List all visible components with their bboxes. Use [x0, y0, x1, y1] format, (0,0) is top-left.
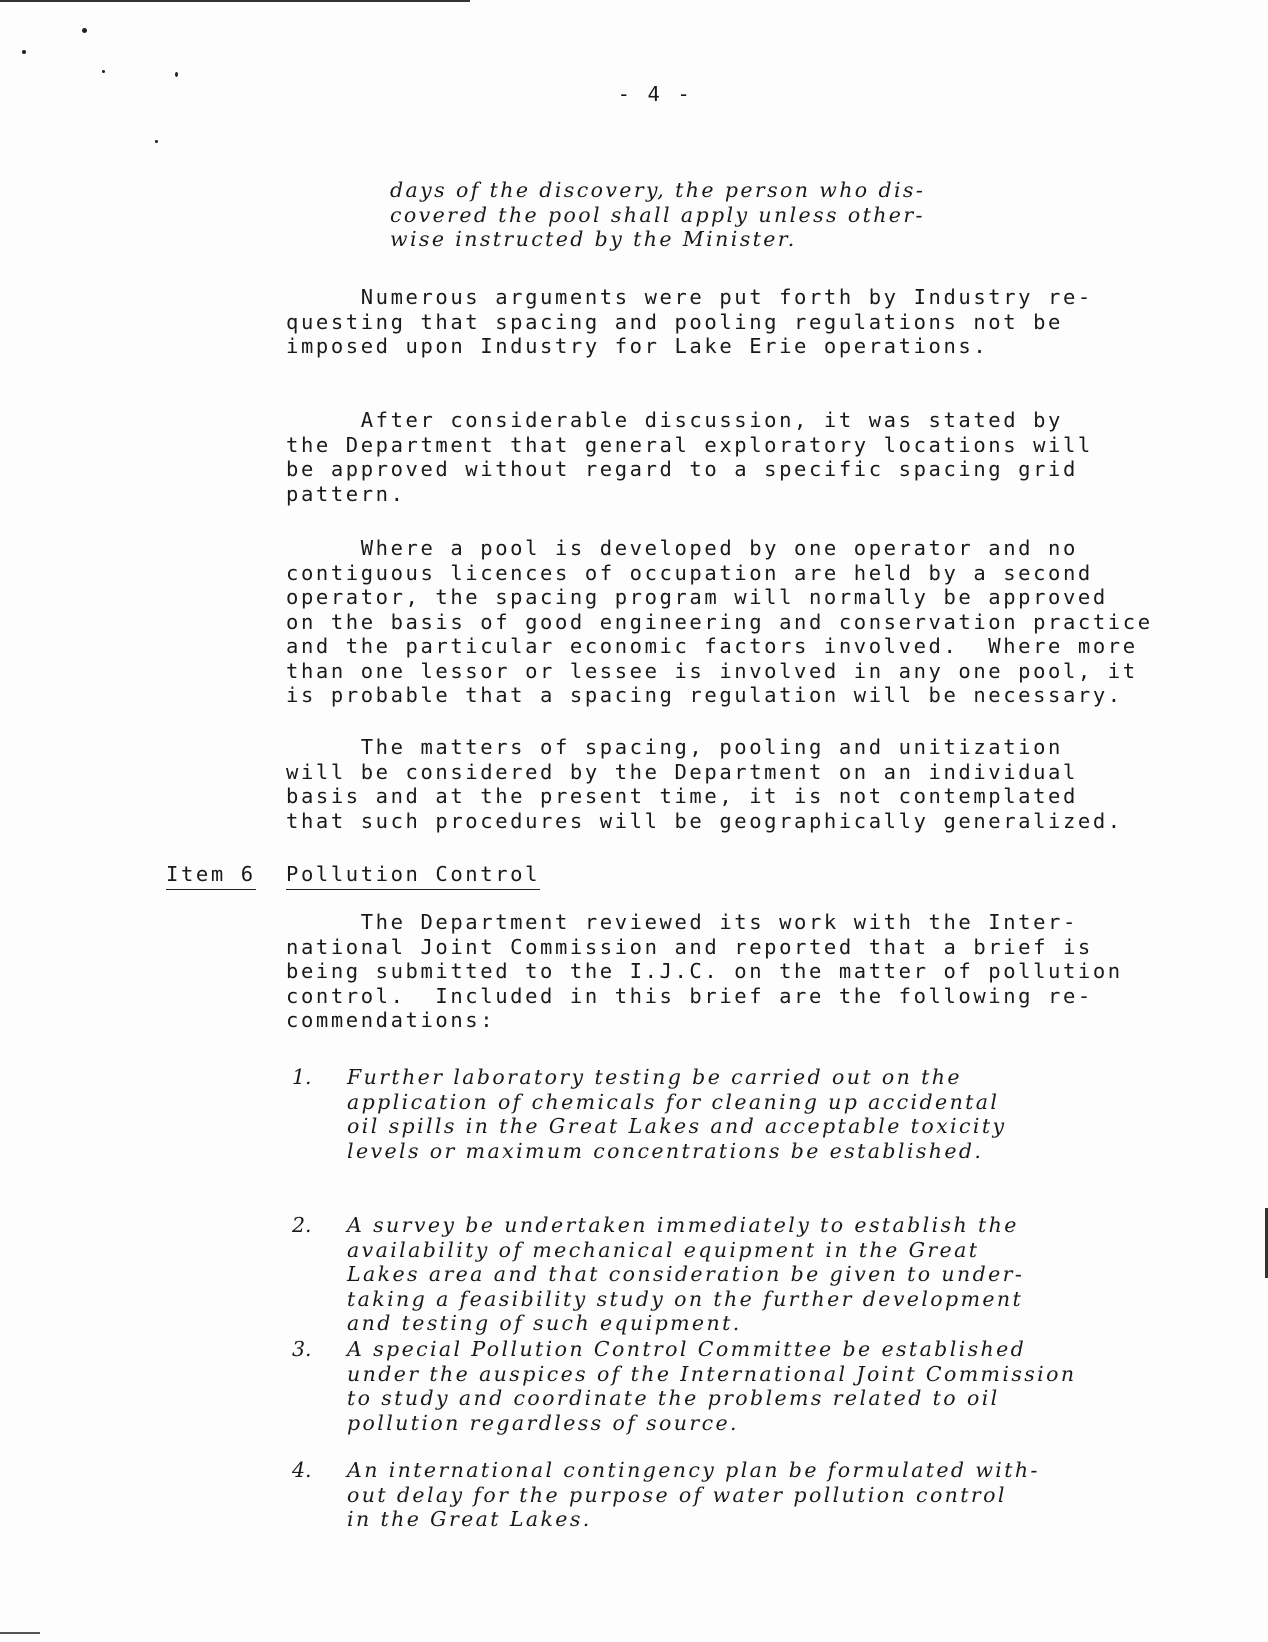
item-title: Pollution Control [286, 862, 540, 890]
text-line: Lakes area and that consideration be given to under- [347, 1262, 1025, 1286]
paragraph-spacing-program [286, 536, 1153, 708]
recommendation-text [347, 1213, 1024, 1336]
recommendation-number: 2. [292, 1213, 312, 1237]
recommendation-text [347, 1065, 1006, 1163]
paragraph-individual-basis [286, 735, 1123, 833]
text-line: Where a pool is developed by one operator and no [286, 536, 1078, 560]
text-line: questing that spacing and pooling regulations not be [286, 309, 1063, 334]
text-line: taking a feasibility study on the further development [347, 1286, 1024, 1311]
text-line: and testing of such equipment. [347, 1311, 742, 1335]
recommendation-number: 1. [292, 1065, 312, 1089]
scan-speck [82, 28, 87, 33]
quoted-regulation [390, 178, 925, 252]
text-line: under the auspices of the International Joint Commission [347, 1361, 1077, 1386]
scan-speck [155, 140, 158, 143]
text-line: the Department that general exploratory locations will [286, 432, 1093, 457]
text-line: basis and at the present time, it is not contemplated [286, 784, 1078, 808]
text-line: The matters of spacing, pooling and unitization [286, 735, 1063, 759]
text-line: be approved without regard to a specific spacing grid [286, 457, 1078, 481]
text-line: oil spills in the Great Lakes and acceptable toxicity [347, 1114, 1007, 1138]
text-line: commendations: [286, 1008, 496, 1032]
scan-speck [102, 70, 105, 73]
text-line: application of chemicals for cleaning up accidental [347, 1089, 1000, 1114]
text-line: A special Pollution Control Committee be established [347, 1337, 1027, 1361]
page-number: - 4 - [617, 82, 693, 106]
text-line: being submitted to the I.J.C. on the matter of pollution [286, 959, 1123, 983]
text-line: availability of mechanical equipment in the Great [347, 1237, 980, 1262]
text-line: imposed upon Industry for Lake Erie operations. [286, 334, 989, 358]
text-line: A survey be undertaken immediately to establish the [347, 1213, 1019, 1237]
text-line: in the Great Lakes. [347, 1507, 592, 1531]
text-line: to study and coordinate the problems related to oil [347, 1386, 1000, 1410]
text-line: than one lessor or lessee is involved in any one pool, it [286, 658, 1138, 683]
scan-speck [175, 72, 178, 77]
text-line: pattern. [286, 481, 406, 506]
paragraph-ijc-brief [286, 910, 1123, 1033]
text-line: contiguous licences of occupation are held by a second [286, 560, 1093, 585]
scan-speck [22, 50, 26, 54]
text-line: is probable that a spacing regulation will be necessary. [286, 683, 1123, 707]
text-line: that such procedures will be geographically generalized. [286, 808, 1123, 833]
paragraph-department-statement [286, 408, 1093, 506]
text-line: Further laboratory testing be carried out on the [347, 1065, 962, 1089]
recommendation-text [347, 1458, 1040, 1532]
text-line: levels or maximum concentrations be established. [347, 1138, 984, 1163]
recommendation-number: 4. [292, 1458, 312, 1482]
text-line: control. Included in this brief are the following re- [286, 983, 1093, 1008]
text-line: out delay for the purpose of water pollution control [347, 1482, 1007, 1507]
item-label: Item 6 [166, 862, 256, 890]
recommendation-text [347, 1337, 1076, 1435]
text-line: After considerable discussion, it was stated by [286, 408, 1063, 432]
text-line: on the basis of good engineering and conservation practice [286, 609, 1153, 634]
quote-line: wise instructed by the Minister. [390, 227, 797, 251]
text-line: and the particular economic factors involved. Where more [286, 634, 1138, 658]
scan-edge-mark [0, 1632, 40, 1634]
text-line: An international contingency plan be formulated with- [347, 1458, 1040, 1482]
recommendation-number: 3. [292, 1337, 312, 1361]
text-line: Numerous arguments were put forth by Industry re- [286, 285, 1093, 309]
quote-line: days of the discovery, the person who dis- [390, 178, 926, 202]
text-line: The Department reviewed its work with the Inter- [286, 910, 1078, 934]
text-line: national Joint Commission and reported that a brief is [286, 934, 1093, 959]
scan-top-rule [0, 0, 470, 2]
quote-line: covered the pool shall apply unless other- [390, 202, 925, 227]
text-line: operator, the spacing program will normally be approved [286, 585, 1108, 609]
paragraph-industry-arguments [286, 285, 1093, 359]
text-line: will be considered by the Department on an individual [286, 759, 1078, 784]
text-line: pollution regardless of source. [347, 1410, 739, 1435]
